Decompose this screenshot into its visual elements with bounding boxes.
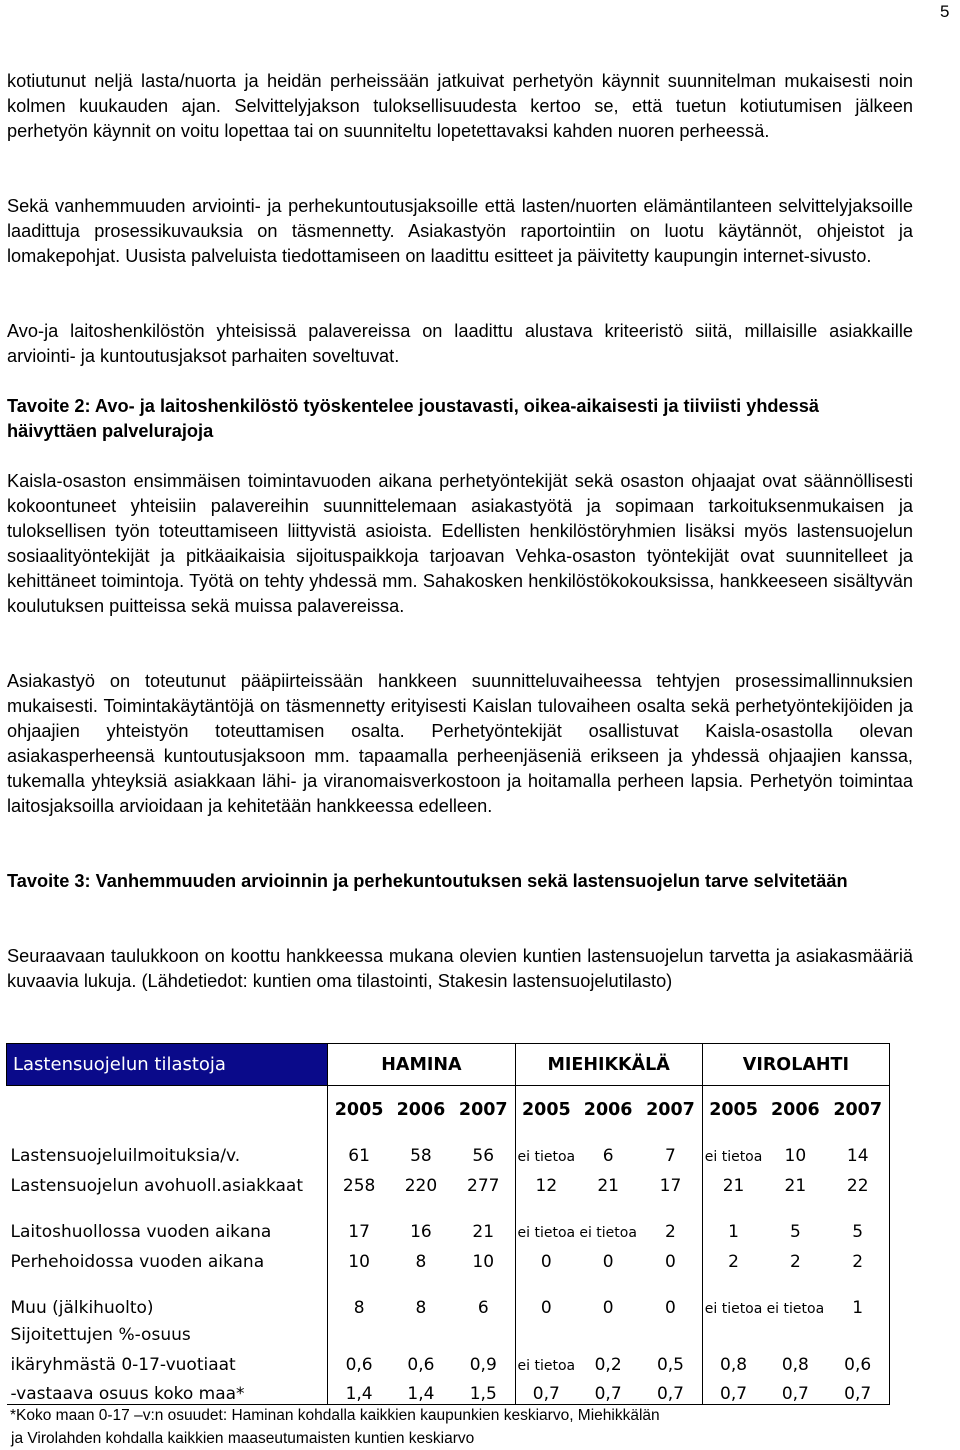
table-cell: 0,7: [639, 1375, 702, 1405]
paragraph-kriteeristo: Avo-ja laitoshenkilöstön yhteisissä palavereissa on laadittu alustava kriteeristö siitä, millaisille asiakkaille arviointi- ja kuntoutusjaksot parhaiten soveltuvat.: [7, 321, 913, 366]
row-label: Perhehoidossa vuoden aikana: [10, 1251, 265, 1272]
municipality-miehikkala: MIEHIKKÄLÄ: [515, 1044, 702, 1086]
paragraph-asiakastyo: Asiakastyö on toteutunut pääpiirteissään hankkeen suunnitteluvaiheessa tehtyjen prosessimallinnuksien mukaisesti. Toimintakäytäntöjä on täsmennetty erityisesti Kaislan tulovaiheen osalta sekä perhetyöntekijöiden ja ohjaajien yhteistyön toteuttamisen osalta. Perhetyöntekijät osallistuvat Kaisla-osastolla olevan asiakasperheensä kuntoutusjaksoon mm. tapaamalla perheenjäseniä erikseen ja yhdessä ohjaajien kanssa, tukemalla yhteyksiä asiakkaan lähi- ja viranomaisverkostoon ja hoitamalla perheen lapsia. Perhetyön toimintaa laitosjaksoilla arvioidaan ja kehitetään hankkeessa edelleen.: [7, 671, 913, 816]
table-cell: 277: [467, 1175, 500, 1196]
row-label: Laitoshuollossa vuoden aikana: [10, 1221, 272, 1242]
table-cell: 1,5: [452, 1375, 515, 1405]
paragraph-kotiutuminen: kotiutunut neljä lasta/nuorta ja heidän perheissään jatkuivat perhetyön käynnit suunnitelman mukaisesti noin kolmen kuukauden ajan. Selvittelyjakson tuloksellisuudesta kertoo se, että tuetun kotiutumisen jälkeen perhetyön käynnit on voitu lopettaa tai on suunniteltu lopetettavaksi kahden nuoren perheessä.: [7, 71, 913, 141]
year-header: 2007: [458, 1099, 508, 1120]
table-cell: 0: [602, 1297, 614, 1318]
table-row: [7, 1272, 890, 1318]
table-cell: 0: [665, 1297, 676, 1318]
table-row: [7, 1318, 890, 1345]
table-cell: 0,7: [826, 1375, 889, 1405]
table-cell: 1: [702, 1196, 764, 1242]
paragraph-taulukko-johdanto: Seuraavaan taulukkoon on koottu hankkeessa mukana olevien kuntien lastensuojelun tarvetta ja asiakasmääriä kuvaavia lukuja. (Lähdetiedot: kuntien oma tilastointi, Stakesin lastensuojelutilasto): [7, 946, 913, 991]
table-cell: 0,6: [328, 1345, 390, 1375]
table-cell: 0,7: [764, 1375, 826, 1405]
table-cell: 61: [328, 1120, 390, 1166]
table-cell: 0: [602, 1251, 614, 1272]
table-cell: 6: [602, 1145, 614, 1166]
table-cell: 0,5: [656, 1354, 684, 1375]
table-cell: 17: [659, 1175, 682, 1196]
table-cell: ei tietoa: [517, 1148, 576, 1165]
table-cell: 0: [515, 1272, 577, 1318]
footnote-line: ja Virolahden kohdalla kaikkien maaseutumaisten kuntien keskiarvo: [11, 1430, 475, 1447]
table-row: [7, 1375, 890, 1405]
table-cell: 10: [472, 1251, 495, 1272]
table-row: [7, 1345, 890, 1375]
table-cell: 21: [784, 1175, 807, 1196]
year-header: 2006: [396, 1099, 446, 1120]
table-row: [7, 1166, 890, 1196]
table-cell: 0: [515, 1242, 577, 1272]
row-label: Muu (jälkihuolto): [10, 1297, 154, 1318]
table-cell: 220: [404, 1175, 438, 1196]
year-header: 2007: [646, 1099, 695, 1120]
heading-tavoite-3: Tavoite 3: Vanhemmuuden arvioinnin ja perhekuntoutuksen sekä lastensuojelun tarve selvitetään: [7, 871, 848, 891]
table-cell: ei tietoa: [579, 1224, 637, 1241]
table-row: [7, 1196, 890, 1242]
table-cell: 0,2: [594, 1354, 622, 1375]
table-cell: 0,9: [469, 1354, 497, 1375]
table-cell: 21: [472, 1221, 495, 1242]
table-cell: 14: [826, 1120, 889, 1166]
table-cell: 21: [702, 1166, 764, 1196]
table-cell: 0,8: [781, 1354, 809, 1375]
table-cell: 0,6: [407, 1354, 435, 1375]
table-cell: 16: [410, 1221, 432, 1242]
table-cell: 8: [328, 1272, 390, 1318]
paragraph-kaisla-osasto: Kaisla-osaston ensimmäisen toimintavuoden aikana perhetyöntekijät sekä osaston ohjaajat ovat säännöllisesti kokoontuneet yhteisiin palavereihin suunnittelemaan asiakastyötä ja sopimaan tarkoituksenmukaisen ja tuloksellisen työn toteuttamiseen liittyvistä asioista. Edellisten henkilöstöryhmien lisäksi myös lastensuojelun sosiaalityöntekijät ja pitkäaikaisia sijoituspaikkoja tarjoavan Vehka-osaston työntekijät ovat suunnitelleet ja kehittäneet toimintoja. Työtä on tehty yhdessä mm. Sahakosken henkilöstökokouksissa, hankkeeseen sisältyvän koulutuksen puitteissa sekä muissa palavereissa.: [7, 471, 913, 616]
table-cell: 1,4: [390, 1375, 452, 1405]
year-header: 2006: [583, 1099, 633, 1120]
municipality-virolahti: VIROLAHTI: [702, 1044, 889, 1086]
table-cell: 258: [328, 1166, 390, 1196]
table-cell: 2: [702, 1242, 764, 1272]
table-cell: 0,7: [577, 1375, 639, 1405]
table-row: [7, 1120, 890, 1166]
table-cell: 8: [415, 1297, 427, 1318]
row-label: Sijoitettujen %-osuus: [10, 1324, 191, 1345]
table-cell: 7: [665, 1145, 676, 1166]
table-cell: 0,7: [515, 1375, 577, 1405]
table-cell: 17: [328, 1196, 390, 1242]
table-cell: 21: [597, 1175, 619, 1196]
page-number: 5: [940, 2, 950, 21]
year-header: 2005: [515, 1086, 577, 1120]
footnote-line: *Koko maan 0-17 –v:n osuudet: Haminan kohdalla kaikkien kaupunkien keskiarvo, Miehikkälän: [10, 1407, 660, 1424]
table-cell: 1,4: [328, 1375, 390, 1405]
statistics-table: [6, 1043, 890, 1405]
table-cell: ei tietoa: [766, 1300, 825, 1317]
table-cell: 2: [665, 1221, 676, 1242]
table-cell: 12: [515, 1166, 577, 1196]
table-cell: 0,8: [702, 1345, 764, 1375]
table-cell: ei tietoa: [517, 1224, 576, 1241]
paragraph-prosessikuvaukset: Sekä vanhemmuuden arviointi- ja perhekuntoutusjaksoille että lasten/nuorten elämäntilanteen selvittelyjaksoille laadittuja prosessikuvauksia on täsmennetty. Asiakastyön raportointiin on luotu käytännöt, ohjeistot ja lomakepohjat. Uusista palveluista tiedottamiseen on laadittu esitteet ja päivitetty kaupungin internet-sivusto.: [7, 196, 913, 266]
table-cell: 0,6: [826, 1345, 889, 1375]
row-label: Lastensuojeluilmoituksia/v.: [10, 1145, 241, 1166]
table-footnote: [10, 1404, 660, 1450]
table-cell: ei tietoa: [704, 1148, 763, 1165]
table-cell: 2: [826, 1242, 889, 1272]
table-cell: 10: [328, 1242, 390, 1272]
table-cell: 56: [472, 1145, 495, 1166]
table-cell: 2: [789, 1251, 801, 1272]
table-cell: 22: [826, 1166, 889, 1196]
table-cell: 0: [665, 1251, 676, 1272]
table-cell: 8: [415, 1251, 427, 1272]
year-header: 2007: [826, 1086, 889, 1120]
year-header: 2005: [328, 1086, 390, 1120]
table-cell: 0,7: [702, 1375, 764, 1405]
table-title: Lastensuojelun tilastoja: [7, 1044, 328, 1086]
year-header: 2006: [771, 1099, 820, 1120]
table-cell: 58: [410, 1145, 432, 1166]
table-cell: 5: [789, 1221, 801, 1242]
row-label: Lastensuojelun avohuoll.asiakkaat: [10, 1175, 304, 1196]
table-row: [7, 1242, 890, 1272]
row-label: ikäryhmästä 0-17-vuotiaat: [10, 1354, 236, 1375]
table-cell: 1: [826, 1272, 889, 1318]
table-cell: ei tietoa: [704, 1300, 763, 1317]
table-cell: 6: [477, 1297, 489, 1318]
row-label: -vastaava osuus koko maa*: [7, 1375, 328, 1405]
heading-tavoite-2: Tavoite 2: Avo- ja laitoshenkilöstö työskentelee joustavasti, oikea-aikaisesti ja tiiviisti yhdessä häivyttäen palvelurajoja: [7, 396, 820, 441]
year-header: 2005: [702, 1086, 764, 1120]
table-cell: 10: [784, 1145, 807, 1166]
municipality-hamina: HAMINA: [328, 1044, 515, 1086]
table-cell: ei tietoa: [517, 1357, 576, 1374]
table-cell: 5: [826, 1196, 889, 1242]
